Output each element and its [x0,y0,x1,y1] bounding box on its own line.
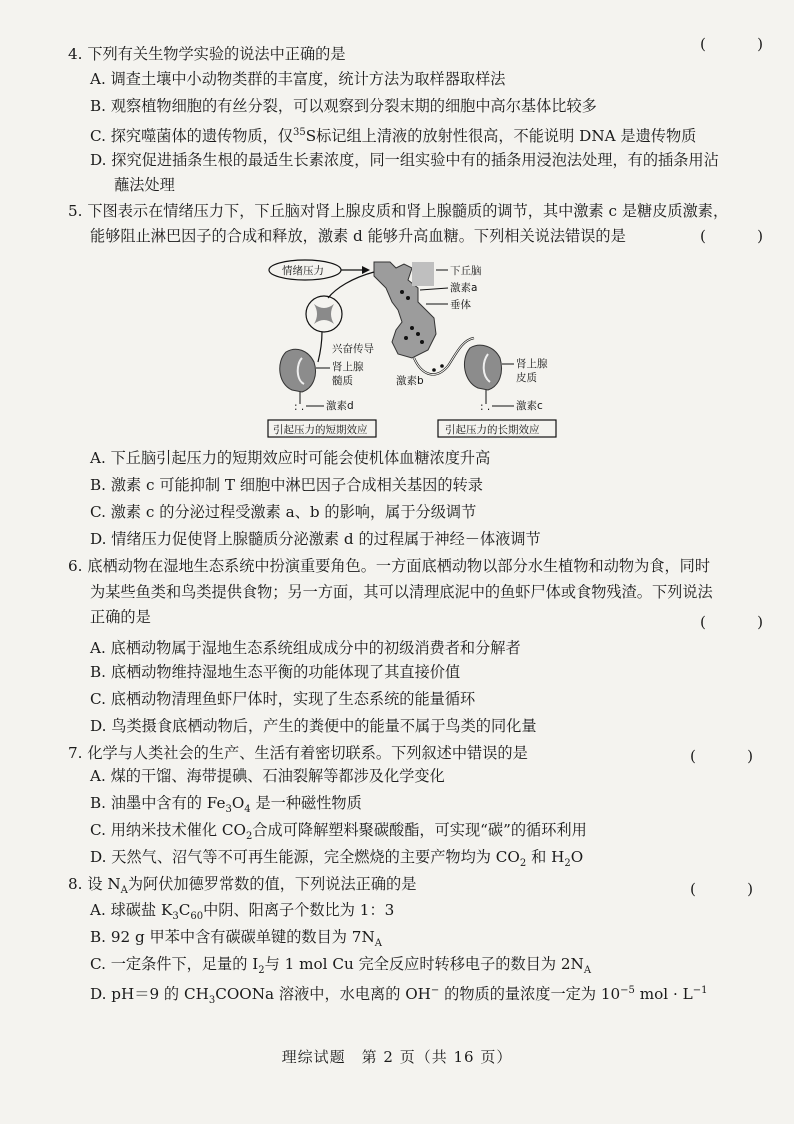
long-effect-label: 引起压力的长期效应 [445,424,540,436]
hypothalamus-block [412,262,434,286]
stress-arrow-head [362,266,370,274]
medulla-label-2: 髓质 [332,375,353,387]
q7-option-a: A. 煤的干馏、海带提碘、石油裂解等都涉及化学变化 [90,767,445,785]
q6-option-d: D. 鸟类摄食底栖动物后，产生的粪便中的能量不属于鸟类的同化量 [90,717,537,735]
hormone-d-label: 激素d [326,400,354,412]
q7-option-b: B. 油墨中含有的 $Fe_3O_4$ 是一种磁性物质 [90,794,362,816]
q7-stem: 7. 化学与人类社会的生产、生活有着密切联系。下列叙述中错误的是 [68,744,528,762]
q6-stem-3: 正确的是 [90,608,151,626]
q5-stem-1: 5. 下图表示在情绪压力下，下丘脑对肾上腺皮质和肾上腺髓质的调节，其中激素 c 是糖皮质激素， [68,202,729,220]
q8-option-a: A. 球碳盐 $K_3C_{60}$中阴、阳离子个数比为 1：3 [90,901,395,923]
q6-option-b: B. 底栖动物维持湿地生态平衡的功能体现了其直接价值 [90,663,461,681]
hypothalamus-label: 下丘脑 [450,265,482,277]
q8-stem: 8. 设 $N_A$为阿伏加德罗常数的值，下列说法正确的是 [68,875,417,897]
q5-option-b: B. 激素 c 可能抑制 T 细胞中淋巴因子合成相关基因的转录 [90,476,483,494]
q4-option-c: C. 探究噬菌体的遗传物质，仅$^{35}$S标记组上清液的放射性很高，不能说明 DNA 是遗传物质 [90,127,697,146]
q4-option-b: B. 观察植物细胞的有丝分裂，可以观察到分裂末期的细胞中高尔基体比较多 [90,97,597,115]
q6-stem-1: 6. 底栖动物在湿地生态系统中扮演重要角色。一方面底栖动物以部分水生植物和动物为食，同时 [68,557,711,575]
q4-option-a: A. 调查土壤中小动物类群的丰富度，统计方法为取样器取样法 [90,70,506,88]
q4-option-d: D. 探究促进插条生根的最适生长素浓度，同一组实验中有的插条用浸泡法处理，有的插条用沾 [90,151,719,169]
q5-answer-paren: ( ) [700,227,782,245]
q5-option-a: A. 下丘脑引起压力的短期效应时可能会使机体血糖浓度升高 [90,449,491,467]
svg-text:: .: : . [480,401,491,413]
excitation-label: 兴奋传导 [332,343,374,355]
q6-stem-2: 为某些鱼类和鸟类提供食物；另一方面，其可以清理底泥中的鱼虾尸体或食物残渣。下列说法 [90,583,713,601]
hormone-b-label: 激素b [396,375,424,387]
q6-option-c: C. 底栖动物清理鱼虾尸体时，实现了生态系统的能量循环 [90,690,476,708]
q7-answer-paren: ( ) [690,747,772,765]
medulla-label-1: 肾上腺 [332,361,364,373]
q4-stem: 4. 下列有关生物学实验的说法中正确的是 [68,45,346,63]
nerve-path-down [318,332,322,362]
pituitary-label: 垂体 [450,299,471,311]
cortex-label-1: 肾上腺 [516,358,548,370]
q6-answer-paren: ( ) [700,613,782,631]
short-effect-label: 引起压力的短期效应 [273,424,368,436]
cortex-label-2: 皮质 [516,372,537,384]
q7-option-c: C. 用纳米技术催化 $CO_2$合成可降解塑料聚碳酸酯，可实现“碳”的循环利用 [90,821,587,843]
q8-option-d: D. pH＝9 的 $CH_3COONa$ 溶液中，水电离的 OH− 的物质的量浓度一定为 $10^{-5}$ mol · $L^{-1}$ [90,985,708,1007]
q5-option-c: C. 激素 c 的分泌过程受激素 a、b 的影响，属于分级调节 [90,503,477,521]
q4-answer-paren: ( ) [700,35,782,53]
q5-stem-2: 能够阻止淋巴因子的合成和释放，激素 d 能够升高血糖。下列相关说法错误的是 [90,227,626,245]
q7-option-d: D. 天然气、沼气等不可再生能源，完全燃烧的主要产物均为 $CO_2$ 和 $H_2O$ [90,848,584,870]
hormone-c-label: 激素c [516,400,543,412]
page-footer: 理综试题 第 2 页（共 16 页） [281,1048,513,1066]
q5-option-d: D. 情绪压力促使肾上腺髓质分泌激素 d 的过程属于神经－体液调节 [90,530,541,548]
q8-option-c: C. 一定条件下，足量的 $I_2$与 1 mol Cu 完全反应时转移电子的数目为 $2N_A$ [90,955,592,977]
hormone-a-label: 激素a [450,282,478,294]
spinal-cord-gray-matter [314,304,334,324]
svg-text:: .: : . [294,401,305,413]
hpa-regulation-diagram [262,258,562,440]
q8-answer-paren: ( ) [690,880,772,898]
q8-option-b: B. 92 g 甲苯中含有碳碳单键的数目为 $7N_A$ [90,928,382,950]
stress-label: 情绪压力 [282,265,324,277]
q6-option-a: A. 底栖动物属于湿地生态系统组成成分中的初级消费者和分解者 [90,639,521,657]
q4-option-d-cont: 蘸法处理 [114,176,175,194]
